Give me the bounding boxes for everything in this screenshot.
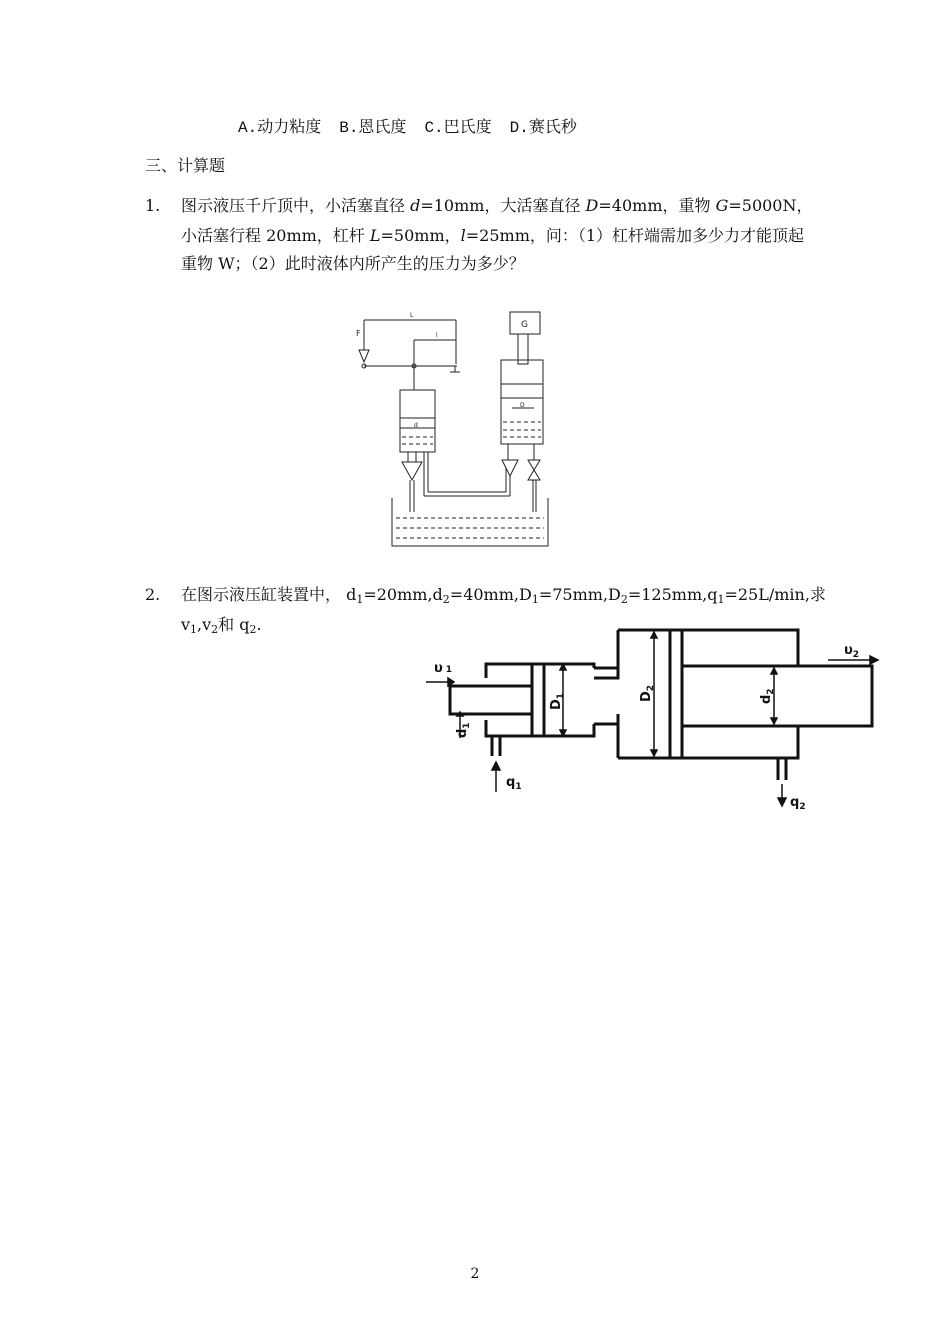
q1-text: =5000N， bbox=[728, 196, 813, 215]
q1-text: =50mm， bbox=[380, 226, 461, 245]
q1-text: =10mm，大活塞直径 bbox=[420, 196, 586, 215]
q2-sub: 2 bbox=[620, 593, 628, 606]
question-1-number: 1. bbox=[145, 196, 161, 215]
label-v1: υ 1 bbox=[434, 661, 453, 676]
answer-options-line bbox=[238, 118, 595, 138]
label-q1: $q_1$ bbox=[506, 775, 522, 792]
label-D2: $D_2$ bbox=[639, 684, 656, 702]
q2-sub: 1 bbox=[717, 593, 725, 606]
label-d: d bbox=[414, 422, 418, 429]
label-d2: $d_2$ bbox=[759, 688, 776, 704]
section-title: 三、计算题 bbox=[145, 156, 226, 175]
page-number: 2 bbox=[470, 1266, 480, 1282]
label-l: l bbox=[436, 332, 438, 339]
q2-text: =75mm,D bbox=[538, 585, 621, 604]
label-q2: $q_2$ bbox=[790, 795, 806, 812]
question-1-line-1 bbox=[145, 196, 813, 216]
question-2-line-1 bbox=[145, 585, 826, 605]
q2-sub: 1 bbox=[356, 593, 364, 606]
label-F: F bbox=[356, 329, 361, 338]
hydraulic-jack-figure bbox=[352, 300, 552, 552]
q2-text: =25L/min,求 bbox=[724, 585, 826, 604]
var-D: D bbox=[585, 196, 599, 215]
var-L: L bbox=[369, 226, 381, 245]
var-G: G bbox=[715, 196, 729, 215]
q2-sub: 2 bbox=[249, 623, 257, 636]
question-1-line-2 bbox=[181, 226, 804, 246]
q2-text: =40mm,D bbox=[449, 585, 532, 604]
q2-text: 在图示液压缸装置中， d bbox=[181, 585, 357, 604]
label-G: G bbox=[521, 320, 528, 330]
q2-text: 和 q bbox=[218, 615, 250, 634]
q1-text: =40mm，重物 bbox=[598, 196, 716, 215]
q1-text: =25mm，问：（1）杠杆端需加多少力才能顶起 bbox=[465, 226, 805, 245]
q2-text: =125mm,q bbox=[627, 585, 718, 604]
q1-text: 小活塞行程 20mm，杠杆 bbox=[181, 226, 370, 245]
label-d1: $d_1$ bbox=[455, 722, 472, 738]
q2-sub: 2 bbox=[211, 623, 219, 636]
q1-text: 图示液压千斤顶中，小活塞直径 bbox=[181, 196, 411, 215]
option-b: B.恩氏度 bbox=[339, 119, 407, 137]
label-D1: $D_1$ bbox=[549, 692, 566, 710]
label-v2: $\upsilon_2$ bbox=[844, 643, 860, 660]
question-2-number: 2. bbox=[145, 585, 161, 604]
question-1-line-3: 重物 W；（2）此时液体内所产生的压力为多少？ bbox=[181, 254, 525, 273]
q2-text: v bbox=[181, 615, 191, 634]
q2-text: =20mm,d bbox=[363, 585, 443, 604]
q2-sub: 1 bbox=[190, 623, 198, 636]
label-L: L bbox=[410, 312, 414, 319]
option-c: C.巴氏度 bbox=[424, 119, 492, 137]
option-d: D.赛氏秒 bbox=[509, 119, 577, 137]
label-D: D bbox=[520, 402, 525, 409]
q2-sub: 2 bbox=[442, 593, 450, 606]
hydraulic-cylinder-figure bbox=[420, 620, 890, 820]
var-d: d bbox=[410, 196, 421, 215]
question-2-line-2 bbox=[181, 615, 262, 635]
q2-text: ,v bbox=[197, 615, 212, 634]
q2-sub: 1 bbox=[531, 593, 539, 606]
q2-text: . bbox=[256, 615, 262, 634]
var-l: l bbox=[460, 226, 466, 245]
option-a: A.动力粘度 bbox=[238, 119, 322, 137]
